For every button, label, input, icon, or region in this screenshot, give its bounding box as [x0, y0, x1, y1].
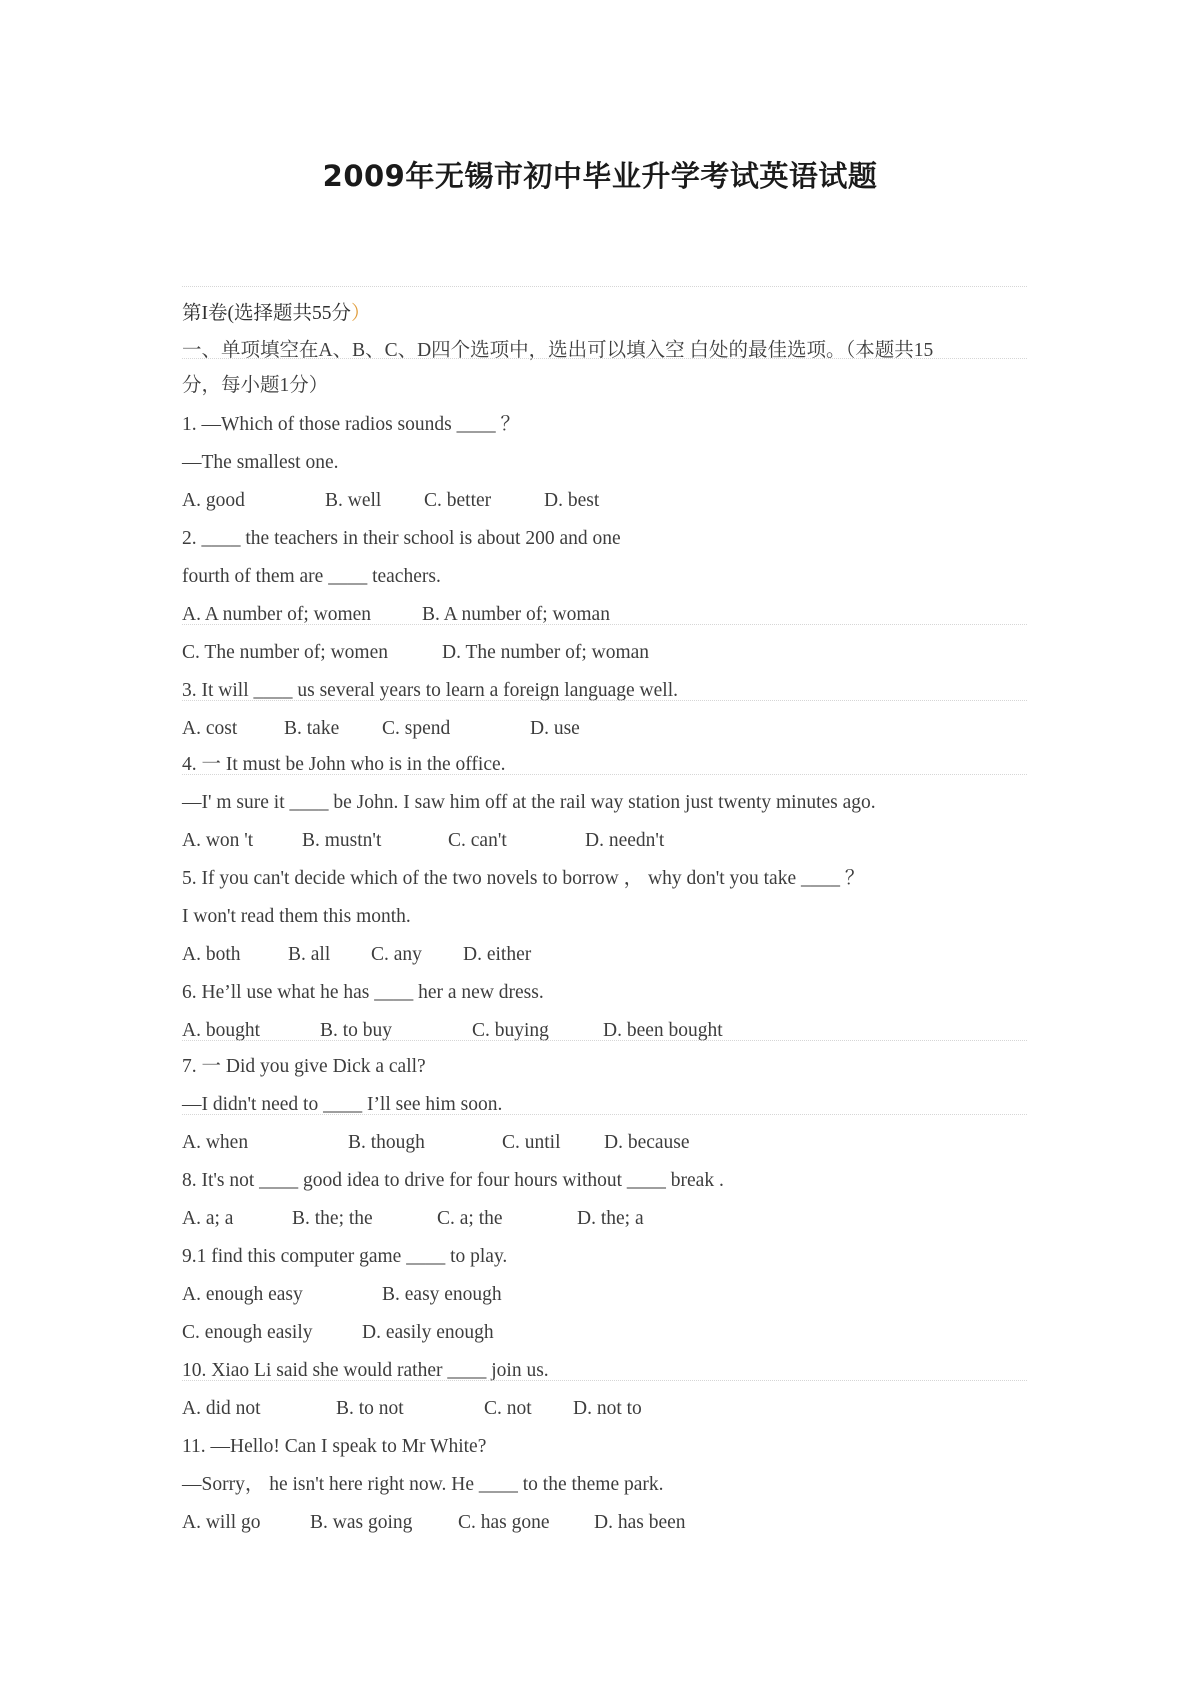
option-b: B. take: [284, 718, 340, 739]
option-d: D. easily enough: [362, 1322, 494, 1343]
question-6-stem: 6. He’ll use what he has ____ her a new dress.: [182, 982, 544, 1003]
question-5-answer: I won't read them this month.: [182, 906, 411, 927]
option-d: D. either: [463, 944, 532, 965]
option-a: A. both: [182, 944, 241, 965]
question-7-options: [182, 1128, 1027, 1158]
question-7-stem: 7. 一 Did you give Dick a call?: [182, 1056, 426, 1077]
dotted-rule: [182, 700, 1027, 701]
option-c: C. has gone: [458, 1512, 550, 1533]
option-c: C. buying: [472, 1020, 549, 1041]
question-2-stem: 2. ____ the teachers in their school is about 200 and one: [182, 528, 621, 549]
option-c: C. can't: [448, 830, 507, 851]
question-9-options-row-1: [182, 1280, 1027, 1310]
dotted-rule: [182, 774, 1027, 775]
question-2-stem-cont: fourth of them are ____ teachers.: [182, 566, 441, 587]
option-d: D. been bought: [603, 1020, 723, 1041]
option-c: C. until: [502, 1132, 561, 1153]
option-d: D. The number of; woman: [442, 642, 650, 663]
part-label-close: ）: [351, 303, 371, 324]
option-b: B. mustn't: [302, 830, 382, 851]
question-6-options: [182, 1016, 1027, 1046]
question-11-options: [182, 1508, 1027, 1538]
option-d: D. needn't: [585, 830, 665, 851]
question-9-options-row-2: [182, 1318, 1027, 1348]
part-label: 第I卷(选择题共55分: [182, 303, 351, 324]
option-b: B. easy enough: [382, 1284, 502, 1305]
option-d: D. has been: [594, 1512, 686, 1533]
option-c: C. better: [424, 490, 492, 511]
question-8-options: [182, 1204, 1027, 1234]
option-b: B. was going: [310, 1512, 413, 1533]
option-a: A. did not: [182, 1398, 261, 1419]
question-11-answer: —Sorry， he isn't here right now. He ____ to the theme park.: [182, 1474, 664, 1495]
question-10-options: [182, 1394, 1027, 1424]
dotted-rule: [182, 624, 1027, 625]
question-7-answer: —I didn't need to ____ I’ll see him soon.: [182, 1094, 503, 1115]
option-d: D. the; a: [577, 1208, 644, 1229]
option-c: C. enough easily: [182, 1322, 313, 1343]
option-b: B. all: [288, 944, 331, 965]
instructions-line-1: 一、单项填空在A、B、C、D四个选项中，选出可以填入空 白处的最佳选项。（本题共15: [182, 340, 934, 361]
option-c: C. not: [484, 1398, 532, 1419]
question-2-options-row-1: [182, 600, 1027, 630]
option-a: A. bought: [182, 1020, 260, 1041]
option-c: C. spend: [382, 718, 451, 739]
option-b: B. to not: [336, 1398, 404, 1419]
part-heading: [182, 299, 371, 329]
question-3-options: [182, 714, 1027, 744]
option-b: B. the; the: [292, 1208, 373, 1229]
option-a: A. enough easy: [182, 1284, 303, 1305]
option-c: C. The number of; women: [182, 642, 388, 663]
question-5-stem: 5. If you can't decide which of the two novels to borrow ， why don't you take ____ ？: [182, 868, 865, 889]
question-2-options-row-2: [182, 638, 1027, 668]
option-a: A. a; a: [182, 1208, 234, 1229]
question-9-stem: 9.1 find this computer game ____ to play.: [182, 1246, 508, 1267]
question-10-stem: 10. Xiao Li said she would rather ____ join us.: [182, 1360, 549, 1381]
option-a: A. A number of; women: [182, 604, 372, 625]
question-1-stem: 1. —Which of those radios sounds ____ ？: [182, 414, 520, 435]
question-3-stem: 3. It will ____ us several years to learn a foreign language well.: [182, 680, 679, 701]
instructions-line-2: 分，每小题1分）: [182, 375, 329, 396]
question-1-answer: —The smallest one.: [182, 452, 339, 473]
option-c: C. any: [371, 944, 422, 965]
option-c: C. a; the: [437, 1208, 503, 1229]
exam-title: 2009年无锡市初中毕业升学考试英语试题: [322, 159, 878, 193]
option-b: B. well: [325, 490, 382, 511]
option-d: D. because: [604, 1132, 690, 1153]
dotted-rule: [182, 1380, 1027, 1381]
option-b: B. A number of; woman: [422, 604, 610, 625]
option-a: A. cost: [182, 718, 238, 739]
option-b: B. to buy: [320, 1020, 393, 1041]
question-5-options: [182, 940, 1027, 970]
option-a: A. good: [182, 490, 245, 511]
dotted-rule: [182, 1114, 1027, 1115]
option-d: D. use: [530, 718, 580, 739]
question-4-options: [182, 826, 1027, 856]
option-d: D. best: [544, 490, 600, 511]
dotted-rule: [182, 286, 1027, 287]
question-8-stem: 8. It's not ____ good idea to drive for four hours without ____ break .: [182, 1170, 724, 1191]
dotted-rule: [182, 1040, 1027, 1041]
option-a: A. will go: [182, 1512, 261, 1533]
question-1-options: [182, 486, 1027, 516]
option-a: A. won 't: [182, 830, 254, 851]
option-a: A. when: [182, 1132, 249, 1153]
question-4-stem: 4. 一 It must be John who is in the office.: [182, 754, 506, 775]
question-11-stem: 11. —Hello! Can I speak to Mr White?: [182, 1436, 487, 1457]
option-d: D. not to: [573, 1398, 642, 1419]
question-4-answer: —I' m sure it ____ be John. I saw him off at the rail way station just twenty minutes ago.: [182, 792, 876, 813]
dotted-rule: [182, 358, 1027, 359]
option-b: B. though: [348, 1132, 425, 1153]
